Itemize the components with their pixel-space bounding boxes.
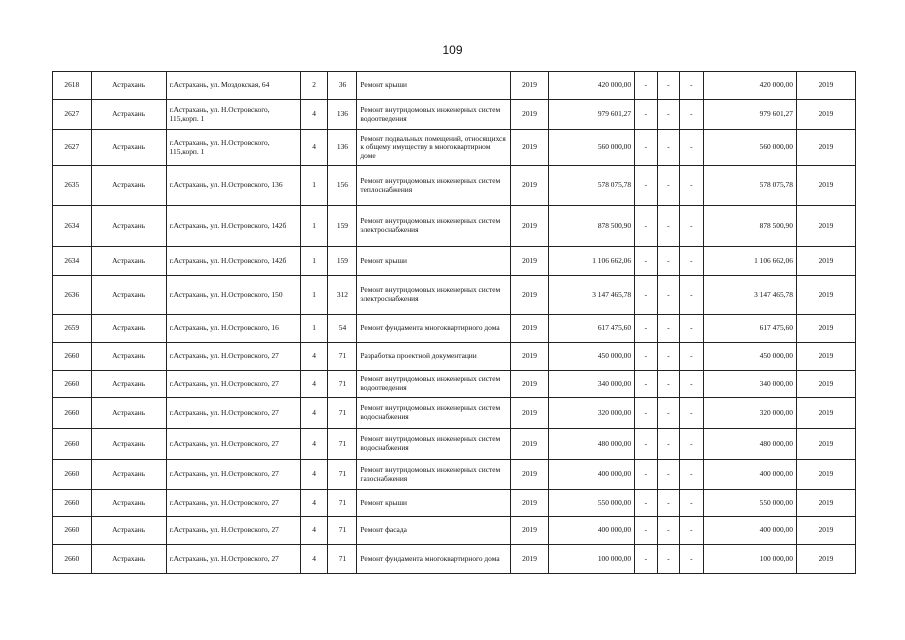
dash-cell-1: - — [635, 130, 658, 166]
dash-cell-2: - — [657, 100, 680, 130]
dash-cell-1: - — [635, 72, 658, 100]
dash-cell-1: - — [635, 517, 658, 545]
row-id-cell: 2627 — [53, 130, 92, 166]
apartments-cell: 71 — [328, 517, 357, 545]
row-id-cell: 2627 — [53, 100, 92, 130]
dash-cell-3: - — [680, 206, 704, 247]
work-type-cell: Ремонт фундамента многоквартирного дома — [357, 315, 510, 343]
floors-cell: 4 — [300, 490, 328, 517]
end-year-cell: 2019 — [796, 398, 855, 429]
fund-cost-cell: 617 475,60 — [703, 315, 796, 343]
year-cell: 2019 — [510, 460, 549, 490]
fund-cost-cell: 450 000,00 — [703, 343, 796, 371]
dash-cell-1: - — [635, 398, 658, 429]
year-cell: 2019 — [510, 343, 549, 371]
work-type-cell: Ремонт внутридомовых инженерных систем электроснабжения — [357, 206, 510, 247]
dash-cell-1: - — [635, 166, 658, 206]
address-cell: г.Астрахань, ул. Н.Островского, 27 — [166, 460, 300, 490]
apartments-cell: 36 — [328, 72, 357, 100]
fund-cost-cell: 560 000,00 — [703, 130, 796, 166]
address-cell: г.Астрахань, ул. Н.Островского, 16 — [166, 315, 300, 343]
dash-cell-1: - — [635, 545, 658, 574]
table-row — [53, 429, 856, 460]
year-cell: 2019 — [510, 517, 549, 545]
floors-cell: 2 — [300, 72, 328, 100]
year-cell: 2019 — [510, 371, 549, 398]
floors-cell: 1 — [300, 247, 328, 276]
apartments-cell: 71 — [328, 343, 357, 371]
dash-cell-2: - — [657, 315, 680, 343]
row-id-cell: 2659 — [53, 315, 92, 343]
apartments-cell: 71 — [328, 371, 357, 398]
table-row — [53, 100, 856, 130]
end-year-cell: 2019 — [796, 371, 855, 398]
work-type-cell: Ремонт внутридомовых инженерных систем водоснабжения — [357, 398, 510, 429]
row-id-cell: 2660 — [53, 398, 92, 429]
dash-cell-2: - — [657, 371, 680, 398]
year-cell: 2019 — [510, 206, 549, 247]
work-type-cell: Ремонт крыши — [357, 490, 510, 517]
address-cell: г.Астрахань, ул. Н.Островского, 150 — [166, 276, 300, 315]
apartments-cell: 156 — [328, 166, 357, 206]
total-cost-cell: 420 000,00 — [549, 72, 635, 100]
apartments-cell: 71 — [328, 545, 357, 574]
address-cell: г.Астрахань, ул. Н.Островского, 115,корп. 1 — [166, 130, 300, 166]
dash-cell-2: - — [657, 429, 680, 460]
total-cost-cell: 450 000,00 — [549, 343, 635, 371]
table-row — [53, 545, 856, 574]
repair-schedule-table — [52, 71, 856, 574]
end-year-cell: 2019 — [796, 490, 855, 517]
city-cell: Астрахань — [91, 517, 166, 545]
city-cell: Астрахань — [91, 315, 166, 343]
work-type-cell: Ремонт внутридомовых инженерных систем водоотведения — [357, 100, 510, 130]
address-cell: г.Астрахань, ул. Н.Островского, 142б — [166, 206, 300, 247]
table-row — [53, 517, 856, 545]
address-cell: г.Астрахань, ул. Н.Островского, 27 — [166, 429, 300, 460]
total-cost-cell: 340 000,00 — [549, 371, 635, 398]
address-cell: г.Астрахань, ул. Н.Островского, 136 — [166, 166, 300, 206]
dash-cell-3: - — [680, 130, 704, 166]
total-cost-cell: 400 000,00 — [549, 460, 635, 490]
fund-cost-cell: 578 075,78 — [703, 166, 796, 206]
floors-cell: 4 — [300, 429, 328, 460]
fund-cost-cell: 3 147 465,78 — [703, 276, 796, 315]
address-cell: г.Астрахань, ул. Моздокская, 64 — [166, 72, 300, 100]
dash-cell-2: - — [657, 247, 680, 276]
dash-cell-3: - — [680, 343, 704, 371]
apartments-cell: 312 — [328, 276, 357, 315]
work-type-cell: Ремонт внутридомовых инженерных систем водоснабжения — [357, 429, 510, 460]
year-cell: 2019 — [510, 166, 549, 206]
floors-cell: 4 — [300, 130, 328, 166]
work-type-cell: Ремонт крыши — [357, 247, 510, 276]
address-cell: г.Астрахань, ул. Н.Островского, 27 — [166, 398, 300, 429]
fund-cost-cell: 550 000,00 — [703, 490, 796, 517]
dash-cell-1: - — [635, 276, 658, 315]
end-year-cell: 2019 — [796, 206, 855, 247]
fund-cost-cell: 400 000,00 — [703, 517, 796, 545]
dash-cell-3: - — [680, 371, 704, 398]
dash-cell-2: - — [657, 343, 680, 371]
address-cell: г.Астрахань, ул. Н.Островского, 142б — [166, 247, 300, 276]
floors-cell: 4 — [300, 371, 328, 398]
table-row — [53, 72, 856, 100]
table-row — [53, 490, 856, 517]
fund-cost-cell: 979 601,27 — [703, 100, 796, 130]
row-id-cell: 2660 — [53, 545, 92, 574]
dash-cell-2: - — [657, 545, 680, 574]
end-year-cell: 2019 — [796, 343, 855, 371]
dash-cell-3: - — [680, 100, 704, 130]
table-row — [53, 460, 856, 490]
dash-cell-3: - — [680, 545, 704, 574]
work-type-cell: Ремонт внутридомовых инженерных систем газоснабжения — [357, 460, 510, 490]
dash-cell-1: - — [635, 371, 658, 398]
end-year-cell: 2019 — [796, 72, 855, 100]
row-id-cell: 2636 — [53, 276, 92, 315]
city-cell: Астрахань — [91, 460, 166, 490]
dash-cell-3: - — [680, 429, 704, 460]
dash-cell-1: - — [635, 429, 658, 460]
year-cell: 2019 — [510, 100, 549, 130]
city-cell: Астрахань — [91, 130, 166, 166]
city-cell: Астрахань — [91, 206, 166, 247]
floors-cell: 4 — [300, 398, 328, 429]
city-cell: Астрахань — [91, 371, 166, 398]
apartments-cell: 54 — [328, 315, 357, 343]
dash-cell-2: - — [657, 276, 680, 315]
year-cell: 2019 — [510, 490, 549, 517]
end-year-cell: 2019 — [796, 545, 855, 574]
dash-cell-3: - — [680, 517, 704, 545]
end-year-cell: 2019 — [796, 517, 855, 545]
end-year-cell: 2019 — [796, 100, 855, 130]
year-cell: 2019 — [510, 72, 549, 100]
city-cell: Астрахань — [91, 343, 166, 371]
dash-cell-1: - — [635, 490, 658, 517]
dash-cell-1: - — [635, 343, 658, 371]
total-cost-cell: 550 000,00 — [549, 490, 635, 517]
dash-cell-2: - — [657, 206, 680, 247]
city-cell: Астрахань — [91, 398, 166, 429]
year-cell: 2019 — [510, 276, 549, 315]
address-cell: г.Астрахань, ул. Н.Островского, 115,корп. 1 — [166, 100, 300, 130]
total-cost-cell: 560 000,00 — [549, 130, 635, 166]
dash-cell-1: - — [635, 206, 658, 247]
end-year-cell: 2019 — [796, 247, 855, 276]
fund-cost-cell: 100 000,00 — [703, 545, 796, 574]
fund-cost-cell: 1 106 662,06 — [703, 247, 796, 276]
total-cost-cell: 320 000,00 — [549, 398, 635, 429]
floors-cell: 1 — [300, 315, 328, 343]
table-row — [53, 398, 856, 429]
work-type-cell: Ремонт внутридомовых инженерных систем водоотведения — [357, 371, 510, 398]
dash-cell-3: - — [680, 247, 704, 276]
dash-cell-1: - — [635, 460, 658, 490]
apartments-cell: 71 — [328, 490, 357, 517]
fund-cost-cell: 878 500,90 — [703, 206, 796, 247]
row-id-cell: 2634 — [53, 247, 92, 276]
row-id-cell: 2660 — [53, 371, 92, 398]
floors-cell: 1 — [300, 206, 328, 247]
table-row — [53, 276, 856, 315]
table-row — [53, 206, 856, 247]
total-cost-cell: 578 075,78 — [549, 166, 635, 206]
dash-cell-1: - — [635, 247, 658, 276]
table-row — [53, 247, 856, 276]
address-cell: г.Астрахань, ул. Н.Островского, 27 — [166, 371, 300, 398]
year-cell: 2019 — [510, 315, 549, 343]
floors-cell: 4 — [300, 517, 328, 545]
dash-cell-3: - — [680, 315, 704, 343]
floors-cell: 1 — [300, 166, 328, 206]
year-cell: 2019 — [510, 429, 549, 460]
floors-cell: 4 — [300, 100, 328, 130]
end-year-cell: 2019 — [796, 460, 855, 490]
total-cost-cell: 617 475,60 — [549, 315, 635, 343]
floors-cell: 4 — [300, 460, 328, 490]
total-cost-cell: 480 000,00 — [549, 429, 635, 460]
work-type-cell: Разработка проектной документации — [357, 343, 510, 371]
total-cost-cell: 979 601,27 — [549, 100, 635, 130]
total-cost-cell: 100 000,00 — [549, 545, 635, 574]
dash-cell-3: - — [680, 72, 704, 100]
dash-cell-1: - — [635, 100, 658, 130]
dash-cell-2: - — [657, 490, 680, 517]
address-cell: г.Астрахань, ул. Н.Островского, 27 — [166, 545, 300, 574]
dash-cell-2: - — [657, 166, 680, 206]
dash-cell-2: - — [657, 460, 680, 490]
work-type-cell: Ремонт фасада — [357, 517, 510, 545]
work-type-cell: Ремонт крыши — [357, 72, 510, 100]
city-cell: Астрахань — [91, 545, 166, 574]
row-id-cell: 2660 — [53, 460, 92, 490]
year-cell: 2019 — [510, 545, 549, 574]
fund-cost-cell: 320 000,00 — [703, 398, 796, 429]
work-type-cell: Ремонт подвальных помещений, относящихся к общему имуществу в многоквартирном доме — [357, 130, 510, 166]
row-id-cell: 2660 — [53, 343, 92, 371]
row-id-cell: 2635 — [53, 166, 92, 206]
city-cell: Астрахань — [91, 166, 166, 206]
row-id-cell: 2660 — [53, 490, 92, 517]
apartments-cell: 71 — [328, 429, 357, 460]
table-row — [53, 130, 856, 166]
fund-cost-cell: 480 000,00 — [703, 429, 796, 460]
apartments-cell: 136 — [328, 100, 357, 130]
dash-cell-3: - — [680, 276, 704, 315]
table-row — [53, 371, 856, 398]
dash-cell-2: - — [657, 398, 680, 429]
dash-cell-1: - — [635, 315, 658, 343]
apartments-cell: 71 — [328, 398, 357, 429]
year-cell: 2019 — [510, 130, 549, 166]
table-row — [53, 343, 856, 371]
city-cell: Астрахань — [91, 72, 166, 100]
total-cost-cell: 400 000,00 — [549, 517, 635, 545]
end-year-cell: 2019 — [796, 166, 855, 206]
end-year-cell: 2019 — [796, 429, 855, 460]
dash-cell-3: - — [680, 460, 704, 490]
year-cell: 2019 — [510, 398, 549, 429]
work-type-cell: Ремонт внутридомовых инженерных систем теплоснабжения — [357, 166, 510, 206]
dash-cell-2: - — [657, 72, 680, 100]
apartments-cell: 71 — [328, 460, 357, 490]
dash-cell-3: - — [680, 398, 704, 429]
end-year-cell: 2019 — [796, 315, 855, 343]
address-cell: г.Астрахань, ул. Н.Островского, 27 — [166, 517, 300, 545]
dash-cell-2: - — [657, 517, 680, 545]
fund-cost-cell: 420 000,00 — [703, 72, 796, 100]
apartments-cell: 136 — [328, 130, 357, 166]
row-id-cell: 2660 — [53, 517, 92, 545]
address-cell: г.Астрахань, ул. Н.Островского, 27 — [166, 490, 300, 517]
total-cost-cell: 1 106 662,06 — [549, 247, 635, 276]
work-type-cell: Ремонт внутридомовых инженерных систем электроснабжения — [357, 276, 510, 315]
end-year-cell: 2019 — [796, 276, 855, 315]
table-row — [53, 315, 856, 343]
total-cost-cell: 3 147 465,78 — [549, 276, 635, 315]
city-cell: Астрахань — [91, 247, 166, 276]
floors-cell: 1 — [300, 276, 328, 315]
address-cell: г.Астрахань, ул. Н.Островского, 27 — [166, 343, 300, 371]
city-cell: Астрахань — [91, 490, 166, 517]
row-id-cell: 2634 — [53, 206, 92, 247]
page-number: 109 — [442, 43, 463, 57]
table-row — [53, 166, 856, 206]
dash-cell-3: - — [680, 166, 704, 206]
fund-cost-cell: 400 000,00 — [703, 460, 796, 490]
dash-cell-2: - — [657, 130, 680, 166]
row-id-cell: 2618 — [53, 72, 92, 100]
total-cost-cell: 878 500,90 — [549, 206, 635, 247]
floors-cell: 4 — [300, 545, 328, 574]
city-cell: Астрахань — [91, 429, 166, 460]
year-cell: 2019 — [510, 247, 549, 276]
fund-cost-cell: 340 000,00 — [703, 371, 796, 398]
work-type-cell: Ремонт фундамента многоквартирного дома — [357, 545, 510, 574]
end-year-cell: 2019 — [796, 130, 855, 166]
dash-cell-3: - — [680, 490, 704, 517]
apartments-cell: 159 — [328, 247, 357, 276]
row-id-cell: 2660 — [53, 429, 92, 460]
city-cell: Астрахань — [91, 276, 166, 315]
floors-cell: 4 — [300, 343, 328, 371]
apartments-cell: 159 — [328, 206, 357, 247]
city-cell: Астрахань — [91, 100, 166, 130]
